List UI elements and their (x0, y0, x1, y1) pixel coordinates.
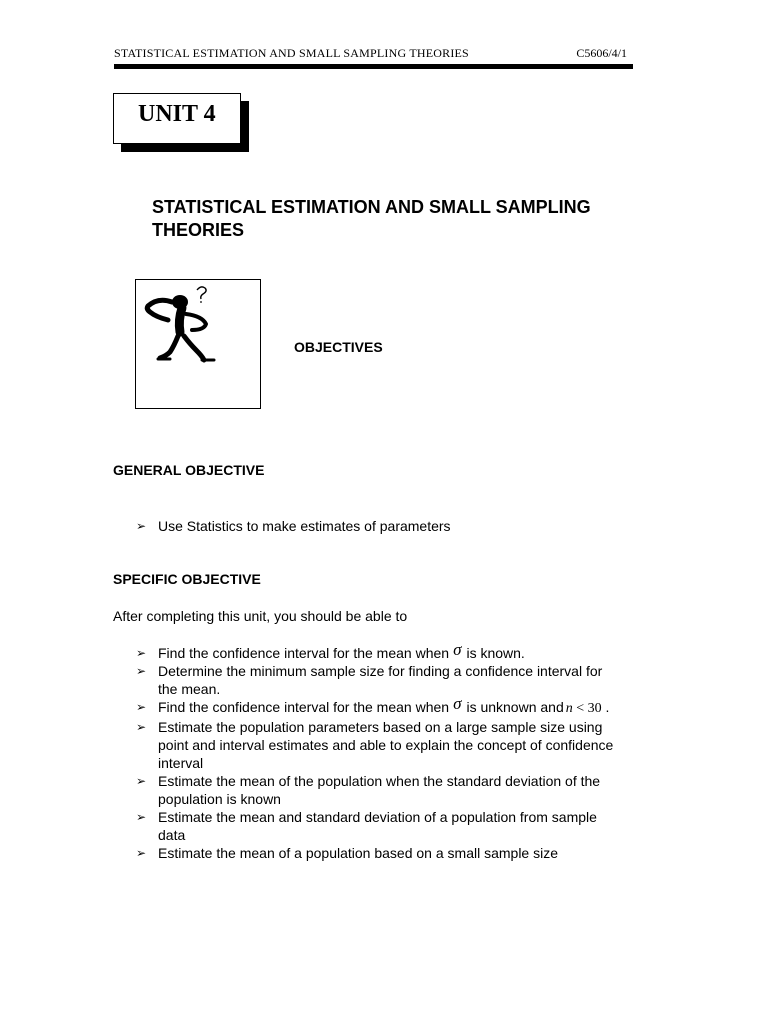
arrow-bullet-icon: ➢ (136, 774, 147, 788)
specific-objective-list (136, 640, 656, 862)
figure-frame (135, 279, 261, 409)
sample-size-condition: n < 30 (565, 701, 602, 716)
arrow-bullet-icon: ➢ (136, 664, 147, 678)
list-item: ➢ Estimate the mean of the population when the standard deviation of the population is known (136, 773, 601, 807)
general-objective-list (136, 517, 656, 535)
arrow-bullet-icon: ➢ (136, 810, 147, 824)
page-title-line-1: STATISTICAL ESTIMATION AND SMALL SAMPLING (152, 197, 591, 217)
sigma-symbol: σ (453, 694, 462, 713)
list-item: ➢ Determine the minimum sample size for finding a confidence interval for the mean. (136, 663, 603, 697)
header-title: STATISTICAL ESTIMATION AND SMALL SAMPLING THEORIES (114, 46, 469, 60)
arrow-bullet-icon: ➢ (136, 646, 147, 660)
list-item: ➢ Estimate the mean of a population based on a small sample size (136, 845, 559, 861)
specific-objective-heading: SPECIFIC OBJECTIVE (113, 571, 261, 587)
thinking-stick-figure-icon (136, 280, 260, 408)
sigma-symbol: σ (453, 640, 462, 659)
page-title-line-2: THEORIES (152, 220, 245, 240)
list-item: ➢ Use Statistics to make estimates of parameters (136, 518, 451, 534)
list-item: ➢ Find the confidence interval for the mean when σ is known. (136, 640, 525, 661)
list-item: ➢ Estimate the mean and standard deviation of a population from sample data (136, 809, 597, 843)
list-item: ➢ Estimate the population parameters based on a large sample size using point and interval estimates and able to explain the concept of confidence interval (136, 719, 614, 771)
objectives-label: OBJECTIVES (294, 339, 383, 355)
list-item: ➢ Find the confidence interval for the mean when σ is unknown and n < 30 . (136, 694, 610, 716)
unit-box (113, 93, 241, 144)
arrow-bullet-icon: ➢ (136, 700, 147, 714)
general-objective-heading: GENERAL OBJECTIVE (113, 462, 265, 478)
arrow-bullet-icon: ➢ (136, 846, 147, 860)
specific-objective-intro: After completing this unit, you should be able to (113, 608, 408, 624)
unit-label: UNIT 4 (138, 101, 216, 127)
arrow-bullet-icon: ➢ (136, 519, 147, 533)
page-header (114, 44, 633, 70)
page-title (152, 196, 672, 242)
header-rule (114, 64, 633, 69)
arrow-bullet-icon: ➢ (136, 720, 147, 734)
header-code: C5606/4/1 (576, 46, 627, 60)
